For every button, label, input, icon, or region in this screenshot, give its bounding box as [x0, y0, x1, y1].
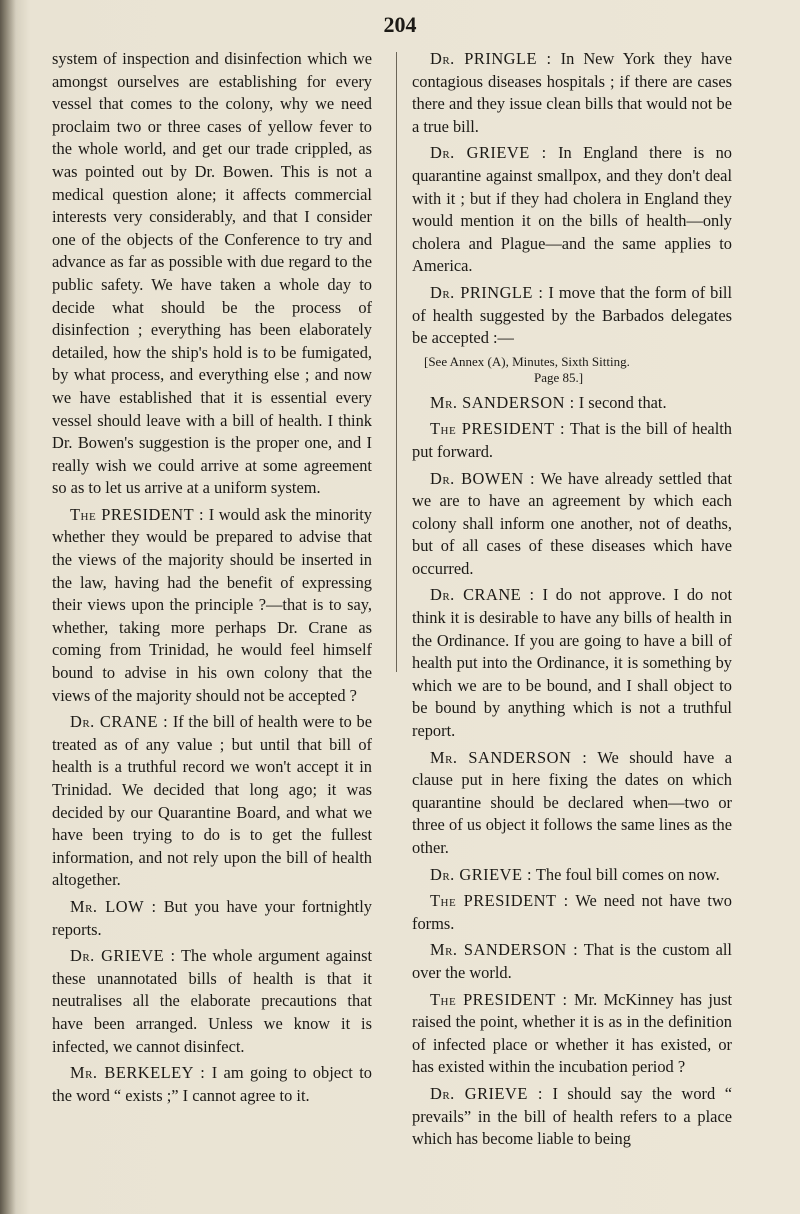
- paragraph: [412, 1083, 732, 1151]
- paragraph-text: The whole argument against these unannotated bills of health is that it neutralises all the elaborate precautions that have been arranged. Unless we know it is infected, we cannot disinfect.: [52, 946, 372, 1056]
- paragraph: [52, 504, 372, 707]
- paragraph: [412, 468, 732, 581]
- paragraph-text: That is the custom all over the world.: [412, 940, 732, 982]
- paragraph: [412, 864, 732, 887]
- paragraph-text: If the bill of health were to be treated as of any value ; but until that bill of health is a truthful record we won't accept it in Trinidad. We decided that long ago; it was decided by our Quarantine Board, and what we have been trying to do is to get the fullest information, and not rely upon the bill of health altogether.: [52, 712, 372, 890]
- paragraph: [52, 48, 372, 500]
- paragraph-text: I am going to object to the word “ exists ;” I cannot agree to it.: [52, 1063, 372, 1105]
- paragraph-text: In England there is no quarantine against smallpox, and they don't deal with it ; but if they had cholera in England they would mention it on the bills of health—only cholera and Plague—and the same applies to America.: [412, 143, 733, 276]
- annex-note-page: Page 85.]: [534, 369, 584, 385]
- speaker-name: Mr. SANDERSON :: [430, 392, 575, 412]
- column-divider: [396, 52, 397, 672]
- left-column: [52, 48, 372, 1111]
- paragraph-text: But you have your fortnightly reports.: [52, 896, 372, 939]
- paragraph: [412, 747, 732, 860]
- paragraph-text: We need not have two forms.: [412, 891, 732, 933]
- speaker-name: Dr. GRIEVE :: [430, 1083, 543, 1103]
- speaker-name: Mr. SANDERSON :: [430, 747, 588, 767]
- annex-note: [412, 354, 732, 386]
- paragraph: [412, 48, 732, 138]
- paragraph-text: In New York they have contagious diseases hospitals ; if there are cases there and they issue clean bills that would not be a true bill.: [412, 49, 732, 136]
- paragraph: [412, 584, 732, 742]
- paragraph-text: system of inspection and disinfection which we amongst ourselves are establishing for every vessel that comes to the colony, why we need proclaim two or three cases of yellow fever to the whole world, and get our trade crippled, as was pointed out by Dr. Bowen. This is not a medical question alone; it affects commercial interests very considerably, and that I consider one of the objects of the Conference to try and advance as far as possible with due regard to the public safety. We have taken a whole day to decide what should be the process of disinfection ; everything has been elaborately detailed, how the ship's hold is to be fumigated, by what process, and everything else ; and now we have established that it is essential every vessel should leave with a bill of health. I think Dr. Bowen's suggestion is the proper one, and I really wish we could arrive at some agreement so as to let us arrive at a uniform system.: [52, 49, 372, 498]
- paragraph: [52, 1062, 372, 1107]
- paragraph-text: That is the bill of health put forward.: [412, 419, 732, 461]
- paragraph: [412, 939, 732, 984]
- speaker-name: Dr. GRIEVE :: [430, 143, 547, 163]
- speaker-name: Dr. CRANE :: [70, 712, 169, 732]
- paragraph-text: We should have a clause put in here fixing the dates on which quarantine should be declared when—two or three of us object it follows the same lines as the other.: [412, 747, 732, 857]
- paragraph-text: The foul bill comes on now.: [535, 864, 720, 884]
- speaker-name: The PRESIDENT :: [430, 419, 566, 439]
- paragraph-text: I second that.: [578, 392, 667, 412]
- paragraph: [412, 418, 732, 463]
- paragraph: [412, 142, 732, 278]
- paragraph: [412, 392, 732, 415]
- speaker-name: Dr. PRINGLE :: [430, 282, 544, 302]
- speaker-name: The PRESIDENT :: [70, 504, 205, 524]
- speaker-name: The PRESIDENT :: [430, 989, 568, 1009]
- paragraph-text: Mr. McKinney has just raised the point, whether it is as in the definition of infected place or whether it has existed, or has existed within the incubation period ?: [412, 989, 733, 1077]
- speaker-name: Dr. CRANE :: [430, 585, 535, 605]
- speaker-name: Dr. BOWEN :: [430, 468, 536, 488]
- paragraph: [412, 282, 732, 350]
- right-column: [412, 48, 732, 1155]
- speaker-name: Dr. GRIEVE :: [70, 946, 176, 966]
- paragraph: [52, 711, 372, 892]
- paragraph-text: We have already settled that we are to have an agreement by which each colony shall inform one another, not of deaths, but of all cases of these diseases which have occurred.: [412, 468, 733, 578]
- speaker-name: Dr. PRINGLE :: [430, 49, 552, 68]
- page-number: 204: [383, 12, 417, 37]
- speaker-name: The PRESIDENT :: [430, 891, 569, 911]
- paragraph-text: I should say the word “ prevails” in the bill of health refers to a place which has become liable to being: [412, 1083, 732, 1149]
- speaker-name: Mr. BERKELEY :: [70, 1063, 206, 1083]
- speaker-name: Mr. LOW :: [70, 896, 157, 916]
- speaker-name: Dr. GRIEVE :: [430, 864, 533, 884]
- annex-note-text: [See Annex (A), Minutes, Sixth Sitting.: [424, 353, 630, 369]
- paragraph-text: I move that the form of bill of health suggested by the Barbados delegates be accepted :—: [412, 282, 732, 348]
- paragraph: [52, 896, 372, 941]
- paragraph: [52, 945, 372, 1058]
- paragraph-text: I would ask the minority whether they would be prepared to advise that the views of the majority should be inserted in the law, having had the benefit of expressing their views upon the principle ?—that is to say, whether, taking more perhaps Dr. Crane as coming from Trinidad, he would feel himself bound to advise in his own colony that the views of the majority should not be accepted ?: [52, 504, 372, 705]
- speaker-name: Mr. SANDERSON :: [430, 940, 579, 960]
- paragraph: [412, 989, 732, 1079]
- paragraph: [412, 890, 732, 935]
- paragraph-text: I do not approve. I do not think it is desirable to have any bills of health in the Ordinance. If you are going to have a bill of health put into the Ordinance, it is something by which we are to be bound, and I shall object to be bound by anything which is not a truthful report.: [412, 585, 732, 741]
